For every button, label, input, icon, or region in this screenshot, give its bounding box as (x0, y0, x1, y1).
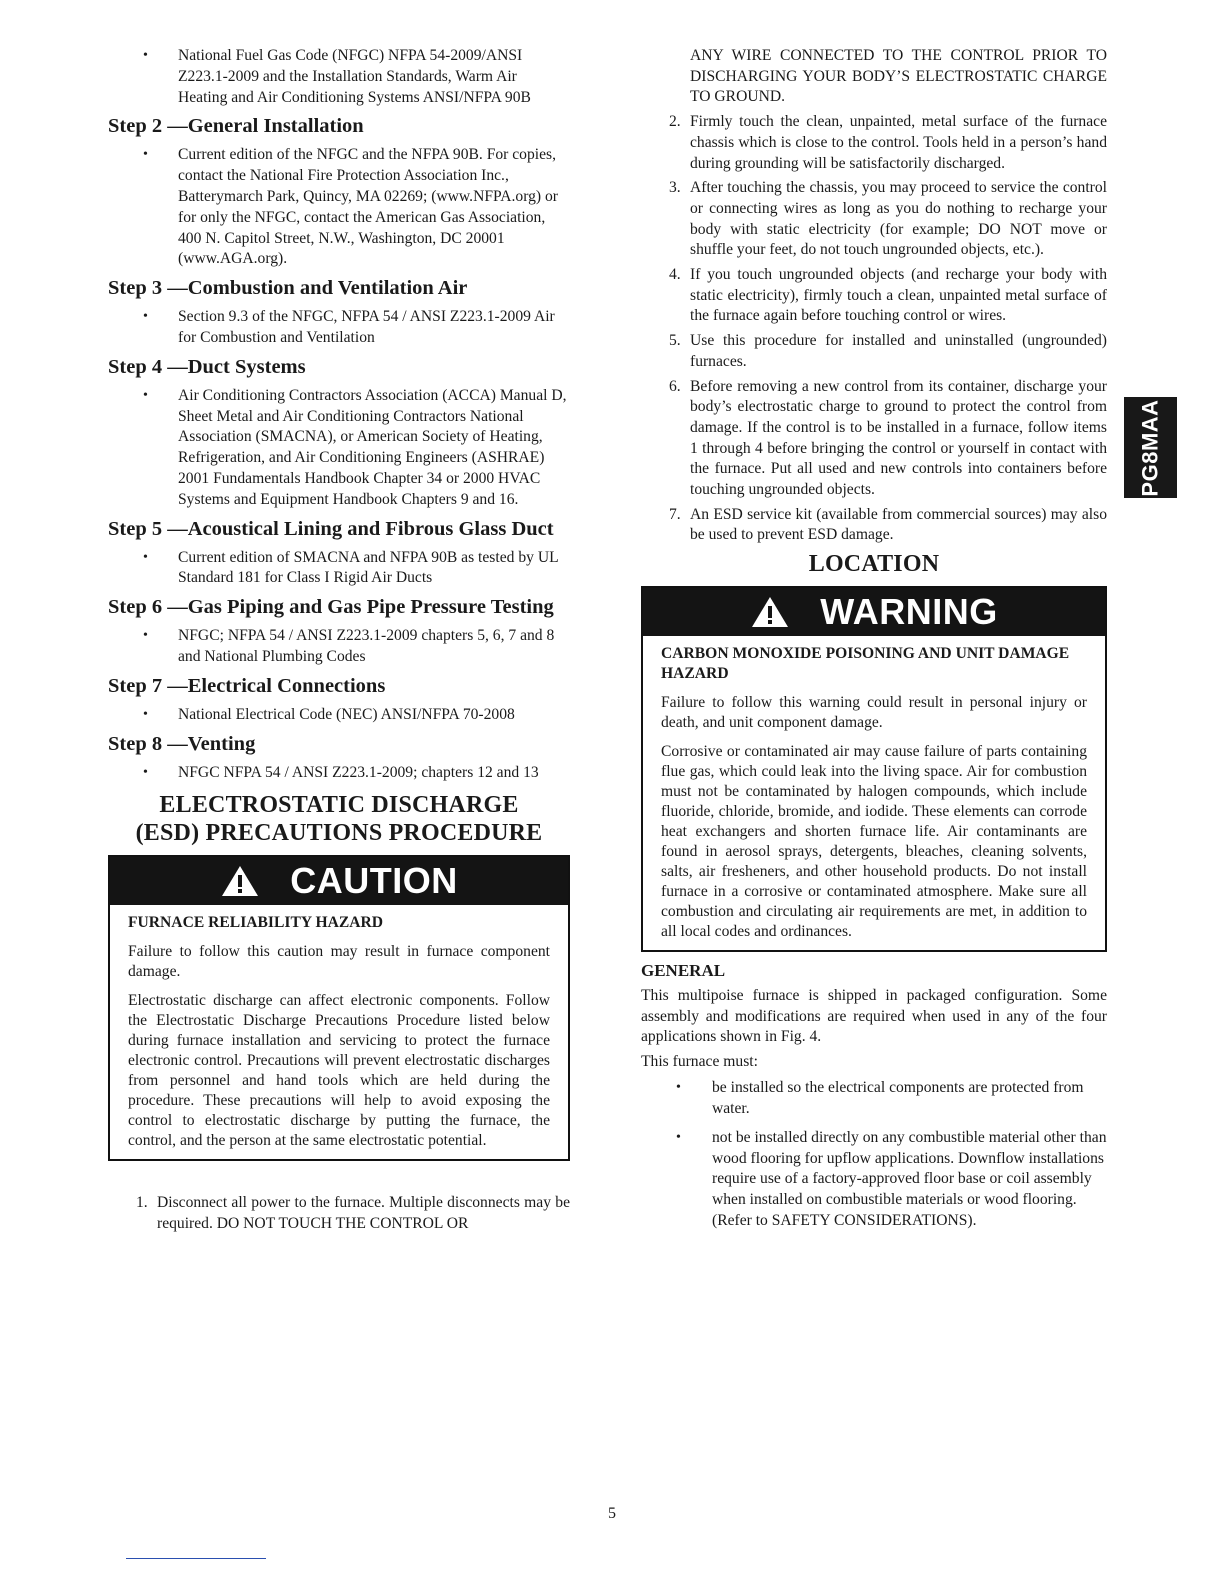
bullet-icon: • (143, 549, 148, 565)
bullet-icon: • (143, 628, 148, 644)
right-column (641, 46, 1107, 1236)
warning-body (643, 636, 1105, 950)
esd-steps-list (641, 46, 1107, 546)
model-label: PG8MAA (1137, 398, 1163, 497)
esd-heading: ELECTROSTATIC DISCHARGE (ESD) PRECAUTIONS PROCEDURE (135, 792, 543, 847)
hazard-title: FURNACE RELIABILITY HAZARD (128, 914, 384, 932)
model-side-tab (1124, 397, 1177, 498)
page-number: 5 (608, 1505, 616, 1522)
general-text: This multipoise furnace is shipped in packaged configuration. Some assembly and modifications are required when used in any of the four applications shown in Fig. 4. (641, 987, 1107, 1046)
list-item: ANY WIRE CONNECTED TO THE CONTROL PRIOR TO DISCHARGING YOUR BODY’S ELECTROSTATIC CHARGE TO GROUND. (690, 47, 1107, 106)
bullet-icon: • (143, 309, 148, 325)
bullet-icon: • (143, 706, 148, 722)
list-item: • National Electrical Code (NEC) ANSI/NFPA 70-2008 (108, 705, 570, 726)
left-column (108, 46, 570, 1239)
footer-rule (126, 1558, 266, 1559)
list-item: • Section 9.3 of the NFGC, NFPA 54 / ANSI Z223.1-2009 Air for Combustion and Ventilation (143, 308, 555, 346)
bullet-icon: • (676, 1129, 681, 1145)
list-item: • NFGC NFPA 54 / ANSI Z223.1-2009; chapters 12 and 13 (108, 763, 570, 784)
list-item: • Current edition of the NFGC and the NFPA 90B. For copies, contact the National Fire Protection Association Inc., Batterymarch Park, Quincy, MA 02269; (www.NFPA.org) or for only the NFGC, contact the American Gas Association, 400 N. Capitol Street, N.W., Washington, DC 20001 (www.AGA.org). (143, 146, 558, 268)
list-item: • not be installed directly on any combustible material other than wood flooring for upflow applications. Downflow installations require use of a factory-approved floor base or coil assembly when installed on combustible materials or wood flooring. (Refer to SAFETY CONSIDERATIONS). (676, 1128, 1107, 1229)
list-item: 3. After touching the chassis, you may proceed to service the control or connecting wires as long as you do nothing to recharge your body with static electricity (for example; DO NOT move or shuffle your feet, do not touch ungrounded objects, etc.). (669, 179, 1107, 259)
esd-steps-list (108, 1193, 570, 1234)
warning-text: Corrosive or contaminated air may cause failure of parts containing flue gas, which could leak into the living space. Air for combustion must not be contaminated by halogen compounds, which include fluoride, chloride, bromide, and iodide. These elements can corrode heat exchangers and shorten furnace life. Air contaminants are found in aerosol sprays, detergents, bleaches, cleaning solvents, salts, air fresheners, and other household products. Do not install furnace in a corrosive or contaminated atmosphere. Make sure all combustion and circulating air requirements are met, in addition to all local codes and ordinances. (661, 743, 1087, 941)
caution-box (108, 855, 570, 1161)
warning-banner (643, 588, 1105, 636)
step-heading: Step 3 —Combustion and Ventilation Air (108, 277, 468, 300)
list-item: • Air Conditioning Contractors Association (ACCA) Manual D, Sheet Metal and Air Conditioning Contractors National Association (SMACNA), or American Society of Heating, Refrigeration, and Air Conditioning Engineers (ASHRAE) 2001 Fundamentals Handbook Chapter 34 or 2000 HVAC Systems and Equipment Handbook Chapters 9 and 16. (143, 386, 567, 508)
caution-text: Failure to follow this caution may result in furnace component damage. (128, 943, 550, 981)
list-item: 7. An ESD service kit (available from commercial sources) may also be used to prevent ESD damage. (669, 505, 1107, 544)
list-item: 4. If you touch ungrounded objects (and recharge your body with static electricity), firmly touch a clean, unpainted metal surface of the furnace again before touching control or wires. (669, 266, 1107, 325)
hazard-title: CARBON MONOXIDE POISONING AND UNIT DAMAGE HAZARD (661, 645, 1070, 683)
step-heading: Step 6 —Gas Piping and Gas Pipe Pressure Testing (108, 596, 554, 619)
step-heading: Step 4 —Duct Systems (108, 355, 306, 378)
warning-box (641, 586, 1107, 952)
step-heading: Step 5 —Acoustical Lining and Fibrous Glass Duct (108, 517, 554, 540)
bullet-icon: • (143, 147, 148, 163)
bullet-icon: • (143, 387, 148, 403)
bullet-icon: • (676, 1080, 681, 1096)
step-heading: Step 8 —Venting (108, 732, 256, 755)
step-heading: Step 7 —Electrical Connections (108, 674, 386, 697)
caution-body (110, 905, 568, 1159)
bullet-icon: • (143, 48, 148, 63)
warning-label: WARNING (820, 591, 998, 633)
caution-text: Electrostatic discharge can affect electronic components. Follow the Electrostatic Discharge Precautions Procedure listed below during furnace installation and servicing to protect the furnace electronic control. Precautions will prevent electrostatic discharges from personnel and hand tools which are held during the procedure. These precautions will help to avoid exposing the control to electrostatic discharge by putting the furnace, the control, and the person at the same electrostatic potential. (128, 992, 550, 1150)
general-heading: GENERAL (641, 961, 726, 981)
list-item: • NFGC; NFPA 54 / ANSI Z223.1-2009 chapters 5, 6, 7 and 8 and National Plumbing Codes (143, 627, 555, 665)
list-item: • National Fuel Gas Code (NFGC) NFPA 54-2009/ANSI Z223.1-2009 and the Installation Standards, Warm Air Heating and Air Conditioning Systems ANSI/NFPA 90B (143, 47, 531, 106)
list-item: 5. Use this procedure for installed and uninstalled (ungrounded) furnaces. (669, 332, 1107, 370)
list-item: 2. Firmly touch the clean, unpainted, metal surface of the furnace chassis which is close to the control. Tools held in a person’s hand during grounding will be satisfactorily discharged. (669, 113, 1107, 172)
alert-triangle-icon (750, 595, 790, 629)
caution-banner (110, 857, 568, 905)
location-heading: LOCATION (808, 551, 940, 578)
step-heading: Step 2 —General Installation (108, 115, 364, 138)
caution-label: CAUTION (290, 860, 458, 902)
must-list (641, 1078, 1107, 1232)
alert-triangle-icon (220, 864, 260, 898)
list-item: 6. Before removing a new control from its container, discharge your body’s electrostatic charge to ground to protect the control from damage. If the control is to be installed in a furnace, follow items 1 through 4 before bringing the control or yourself in contact with the furnace. Put all used and new controls into containers before touching ungrounded objects. (669, 377, 1107, 499)
warning-text: Failure to follow this warning could result in personal injury or death, and unit component damage. (661, 694, 1087, 732)
must-text: This furnace must: (641, 1052, 758, 1070)
list-item: • be installed so the electrical components are protected from water. (676, 1079, 1084, 1117)
bullet-icon: • (143, 764, 148, 780)
list-item: 1. Disconnect all power to the furnace. Multiple disconnects may be required. DO NOT TOUCH THE CONTROL OR (136, 1194, 570, 1233)
list-item: • Current edition of SMACNA and NFPA 90B as tested by UL Standard 181 for Class I Rigid Air Ducts (143, 548, 559, 587)
